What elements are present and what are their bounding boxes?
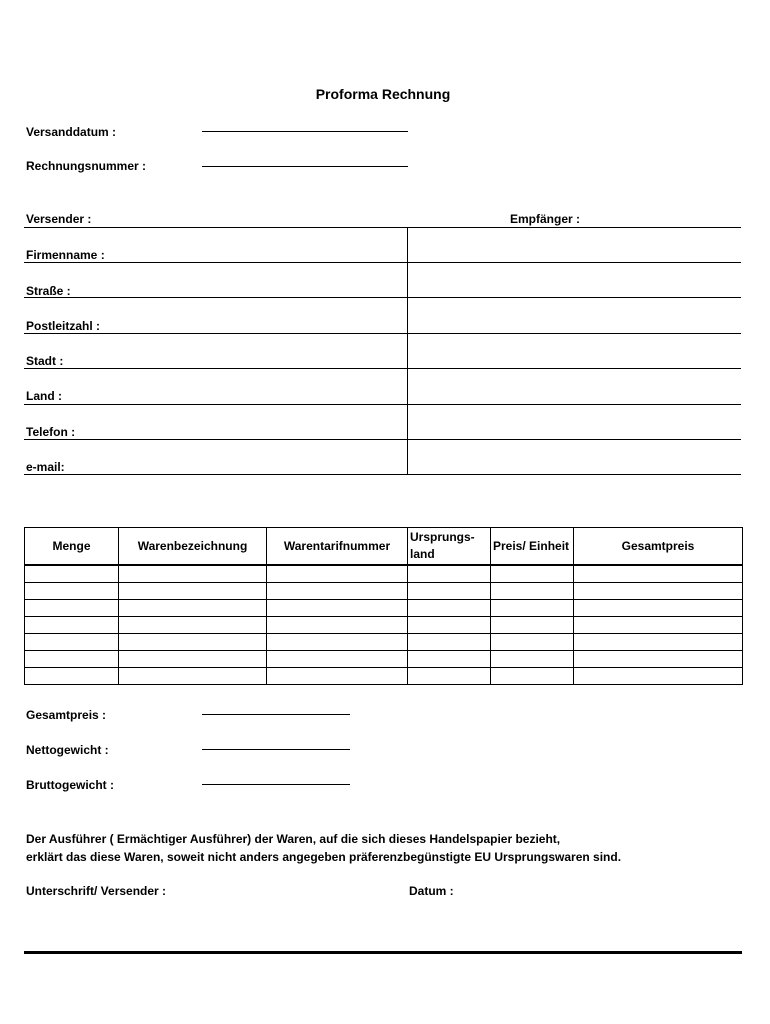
table-cell[interactable] [25,651,119,668]
city-label: Stadt : [26,354,64,368]
table-cell[interactable] [267,583,408,600]
table-cell[interactable] [267,600,408,617]
recipient-label: Empfänger : [510,212,581,226]
invoice-number-label: Rechnungsnummer : [26,159,147,173]
email-label: e-mail: [26,460,65,474]
country-label: Land : [26,389,62,403]
parties-bottom-border [24,474,741,475]
table-cell[interactable] [25,634,119,651]
table-cell[interactable] [119,565,267,583]
column-header-quantity: Menge [25,528,119,566]
column-header-country-of-origin: Ursprungs- land [408,528,491,566]
table-cell[interactable] [408,668,491,685]
parties-row-divider [24,297,741,298]
table-cell[interactable] [119,617,267,634]
table-cell[interactable] [574,634,743,651]
parties-row-divider [24,333,741,334]
parties-row-divider [24,404,741,405]
parties-top-border [24,227,741,228]
table-cell[interactable] [574,668,743,685]
table-row [25,651,743,668]
table-cell[interactable] [267,634,408,651]
net-weight-label: Nettogewicht : [26,743,109,757]
gross-weight-label: Bruttogewicht : [26,778,114,792]
total-price-label: Gesamtpreis : [26,708,107,722]
invoice-number-field[interactable] [202,166,408,167]
table-cell[interactable] [574,583,743,600]
table-row [25,617,743,634]
phone-label: Telefon : [26,425,76,439]
sender-label: Versender : [26,212,92,226]
table-cell[interactable] [491,651,574,668]
column-header-tariff-number: Warentarifnummer [267,528,408,566]
shipping-date-label: Versanddatum : [26,125,117,139]
postal-code-label: Postleitzahl : [26,319,101,333]
table-cell[interactable] [25,565,119,583]
table-row [25,600,743,617]
parties-row-divider [24,368,741,369]
document-title: Proforma Rechnung [315,86,451,102]
table-cell[interactable] [574,617,743,634]
table-cell[interactable] [408,600,491,617]
street-label: Straße : [26,284,71,298]
parties-row-divider [24,439,741,440]
table-cell[interactable] [574,651,743,668]
column-header-unit-price: Preis/ Einheit [491,528,574,566]
declaration-line-2: erklärt das diese Waren, soweit nicht anders angegeben präferenzbegünstigte EU Ursprungswaren sind. [26,850,622,864]
company-name-label: Firmenname : [26,248,105,262]
exporter-declaration [26,830,621,866]
declaration-line-1: Der Ausführer ( Ermächtiger Ausführer) der Waren, auf die sich dieses Handelspapier bezieht, [26,832,561,846]
table-cell[interactable] [267,617,408,634]
goods-table [24,527,743,685]
table-cell[interactable] [491,583,574,600]
goods-table-header [25,528,743,566]
table-cell[interactable] [119,600,267,617]
table-cell[interactable] [119,651,267,668]
table-row [25,565,743,583]
table-cell[interactable] [408,583,491,600]
table-cell[interactable] [267,565,408,583]
table-cell[interactable] [574,565,743,583]
goods-table-body [25,565,743,685]
table-cell[interactable] [408,634,491,651]
gross-weight-field[interactable] [202,784,350,785]
column-header-total-price: Gesamtpreis [574,528,743,566]
table-row [25,583,743,600]
table-cell[interactable] [491,617,574,634]
table-cell[interactable] [574,600,743,617]
column-header-description: Warenbezeichnung [119,528,267,566]
table-cell[interactable] [267,651,408,668]
table-cell[interactable] [25,600,119,617]
table-cell[interactable] [25,668,119,685]
parties-row-divider [24,262,741,263]
table-cell[interactable] [491,565,574,583]
table-cell[interactable] [408,617,491,634]
net-weight-field[interactable] [202,749,350,750]
table-cell[interactable] [491,634,574,651]
table-cell[interactable] [491,600,574,617]
shipping-date-field[interactable] [202,131,408,132]
table-cell[interactable] [25,583,119,600]
table-cell[interactable] [491,668,574,685]
table-cell[interactable] [267,668,408,685]
table-cell[interactable] [408,565,491,583]
table-cell[interactable] [119,668,267,685]
parties-column-divider [407,228,408,475]
bottom-rule [24,951,742,954]
table-cell[interactable] [25,617,119,634]
total-price-field[interactable] [202,714,350,715]
signature-label: Unterschrift/ Versender : [26,884,167,898]
table-row [25,668,743,685]
table-row [25,634,743,651]
table-cell[interactable] [119,634,267,651]
table-cell[interactable] [408,651,491,668]
table-cell[interactable] [119,583,267,600]
date-label: Datum : [409,884,454,898]
